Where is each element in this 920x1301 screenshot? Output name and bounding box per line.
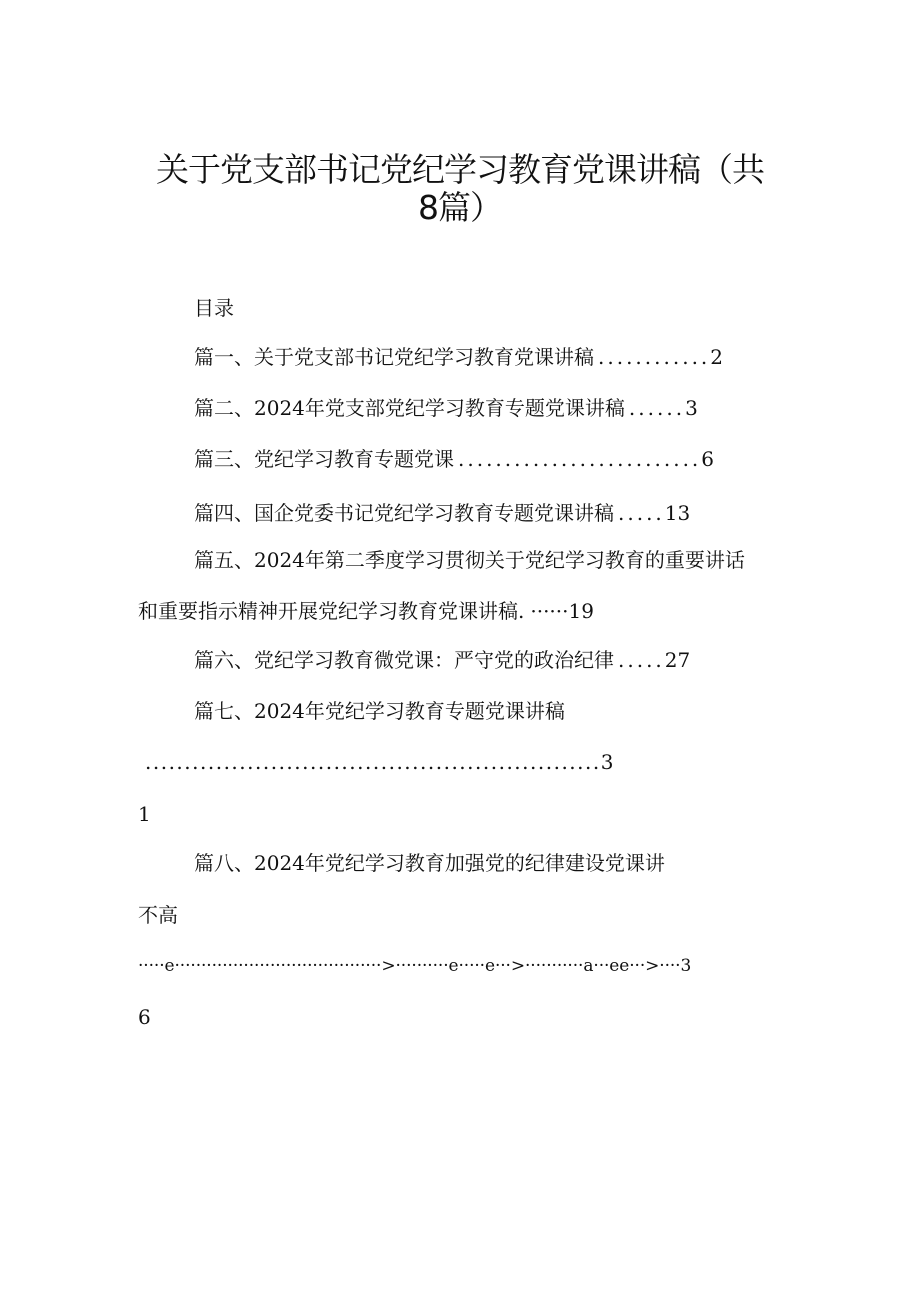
toc-page-number: 2 [710,345,724,369]
toc-page-number: 3 [685,396,698,420]
toc-leader: ·····e·······································>··········e·····e···>···········a···ee···>····3 [138,956,692,976]
toc-entry-label-line2: 不高 [138,903,178,927]
toc-page-number-tail: 1 [138,802,151,826]
document-title-line1: 关于党支部书记党纪学习教育党课讲稿（共 [156,150,764,189]
toc-entry-label[interactable]: 篇八、2024年党纪学习教育加强党的纪律建设党课讲 [194,851,665,875]
toc-entry-label: 篇一、关于党支部书记党纪学习教育党课讲稿 [194,345,594,369]
toc-leader: ...... [628,396,686,420]
toc-entry-label[interactable]: 篇七、2024年党纪学习教育专题党课讲稿 [194,699,565,723]
toc-leader: .......................... [458,447,702,471]
toc-page-number: 27 [664,648,691,672]
toc-leader: ..........................................................3 [145,750,615,774]
toc-page-number: 19 [568,599,594,623]
toc-entry-label: 篇六、党纪学习教育微党课：严守党的政治纪律 [194,648,614,672]
toc-entry[interactable] [194,445,714,473]
toc-entry[interactable] [194,343,723,371]
toc-heading: 目录 [194,296,234,320]
toc-page-number: 13 [664,501,691,525]
toc-page-number-tail: 6 [138,1005,151,1029]
document-title-line2: 8篇） [418,188,502,227]
toc-entry[interactable] [194,499,690,527]
toc-page-number: 6 [701,447,715,471]
toc-leader: ..... [618,501,665,525]
toc-entry-label-line1[interactable]: 篇五、2024年第二季度学习贯彻关于党纪学习教育的重要讲话 [194,548,745,572]
toc-leader: ............ [598,345,711,369]
toc-entry-label: 篇二、2024年党支部党纪学习教育专题党课讲稿 [194,396,625,420]
toc-entry-label: 篇三、党纪学习教育专题党课 [194,447,454,471]
toc-leader: ······ [530,599,569,623]
toc-entry[interactable] [194,646,690,674]
toc-entry[interactable] [194,394,698,422]
toc-leader: ..... [618,648,665,672]
toc-entry[interactable] [138,597,594,625]
toc-entry-label: 篇四、国企党委书记党纪学习教育专题党课讲稿 [194,501,614,525]
toc-entry-label-line2: 和重要指示精神开展党纪学习教育党课讲稿. [138,599,525,623]
